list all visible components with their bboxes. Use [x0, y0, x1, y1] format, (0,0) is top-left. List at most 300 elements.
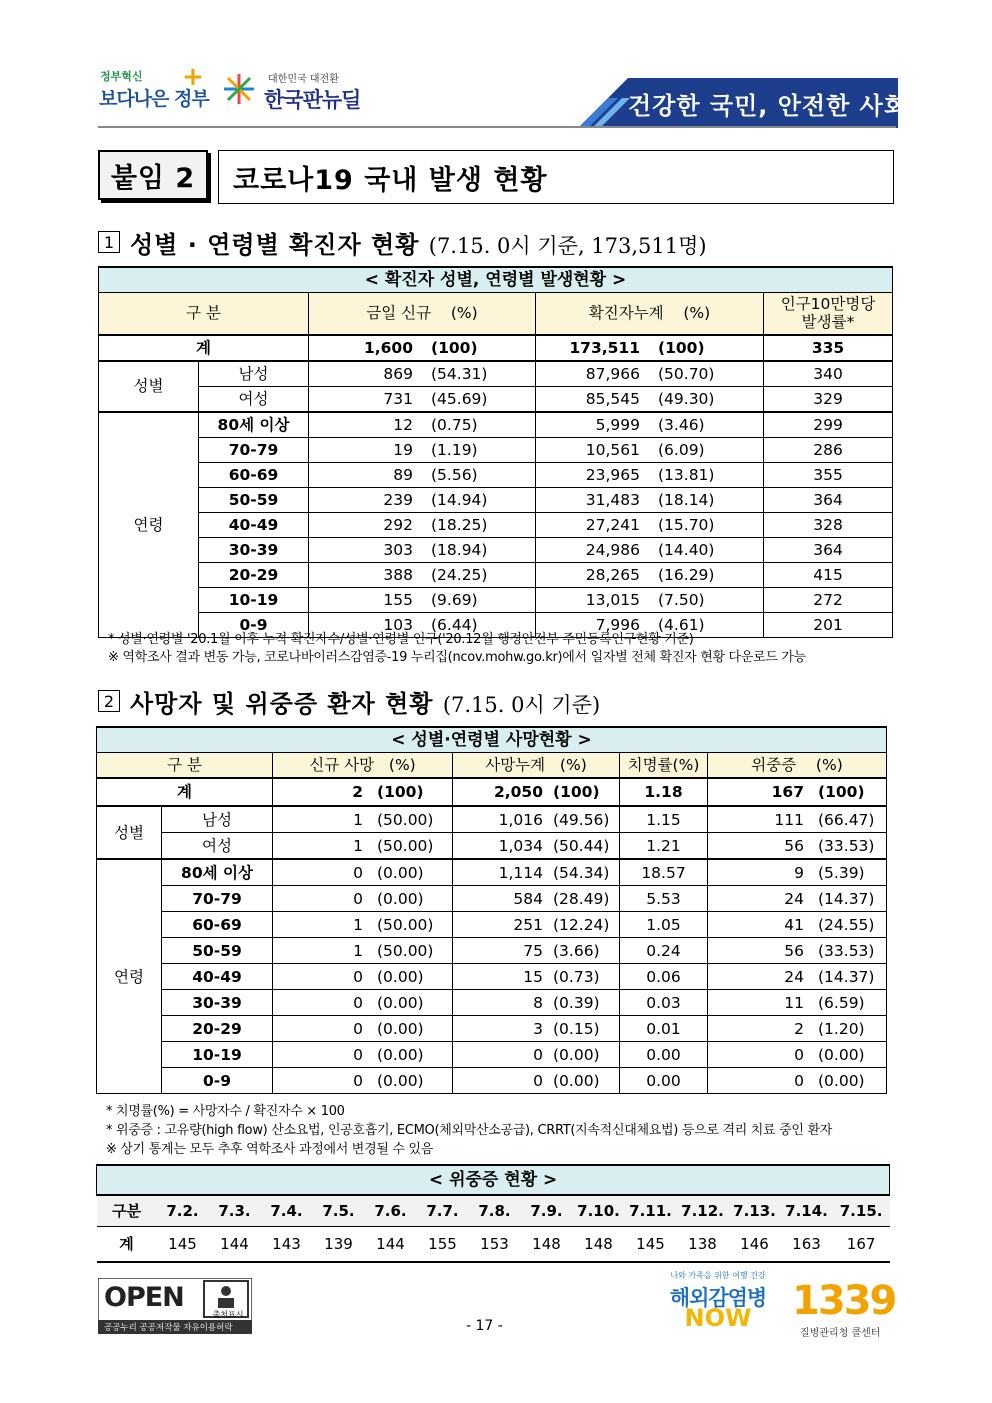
- table1-row-cum-value: 24,986: [585, 540, 640, 559]
- table2-row-cum-pct: (12.24): [553, 915, 610, 934]
- table1-row-cum: [536, 437, 764, 462]
- table1-row-new-value: 239: [383, 490, 413, 509]
- logo-new-deal: 한국판뉴딜: [264, 88, 361, 112]
- table3-value-cell: 139: [313, 1227, 365, 1263]
- table2-row-cfr: 0.01: [620, 1016, 708, 1042]
- table1-row-label: 80세 이상: [199, 412, 309, 438]
- deaths-table: [96, 726, 887, 1094]
- table-row: [99, 512, 893, 537]
- table2-row-sev-value: 111: [774, 810, 804, 829]
- table2-header-cum-pct: (%): [559, 756, 587, 774]
- table3-value-cell: 145: [625, 1227, 677, 1263]
- section1-note-1: * 성별·연령별 '20.1월 이후 누적 확진자수/성별·연령별 인구('20.12월 행정안전부 주민등록인구현황 기준): [108, 632, 694, 647]
- table2-row-new-value: 0: [353, 993, 363, 1012]
- table2-age-rows: [97, 859, 887, 1094]
- table2-row-new-value: 0: [353, 1071, 363, 1090]
- table3-row-label: 계: [97, 1227, 157, 1263]
- table2-total-new-value: 2: [352, 783, 363, 801]
- table2-total-sev-pct: (100): [818, 783, 865, 801]
- table2-row-cum-value: 1,034: [498, 836, 543, 855]
- table2-row-cfr: 0.06: [620, 964, 708, 990]
- table3-date-cell: 7.2.: [157, 1195, 209, 1227]
- table1-row-cum-pct: (49.30): [658, 389, 715, 408]
- table2-row-cum-pct: (49.56): [553, 810, 610, 829]
- table1-gender-rows: [99, 361, 893, 412]
- table2-gender-rows: [97, 806, 887, 859]
- table-row: [99, 587, 893, 612]
- table2-row-new-value: 0: [353, 889, 363, 908]
- table3-header-label: 구분: [97, 1195, 157, 1227]
- table1-header-rate-line2: 발생률*: [801, 313, 855, 332]
- table1-total-cum-value: 173,511: [569, 338, 640, 357]
- table1-row-new-pct: (45.69): [431, 389, 488, 408]
- table2-row-cum: [453, 806, 620, 833]
- table2-row-sev-value: 0: [794, 1071, 804, 1090]
- table1-row-new-pct: (5.56): [431, 465, 478, 484]
- table2-row-sev: [708, 886, 887, 912]
- table1-row-new: [309, 537, 536, 562]
- table1-row-new: [309, 462, 536, 487]
- table1-row-new-pct: (9.69): [431, 590, 478, 609]
- table1-row-rate: 272: [764, 587, 893, 612]
- table1-row-cum-value: 10,561: [585, 440, 640, 459]
- section2-number: 2: [98, 690, 120, 712]
- table1-row-label: 40-49: [199, 512, 309, 537]
- table1-row-cum-pct: (4.61): [658, 615, 705, 634]
- table2-row-new-pct: (50.00): [377, 810, 434, 829]
- table-row: [97, 1068, 887, 1094]
- table1-row-rate: 286: [764, 437, 893, 462]
- table2-row-sev-value: 56: [784, 836, 804, 855]
- table2-row-label: 70-79: [162, 886, 273, 912]
- table2-row-cum: [453, 912, 620, 938]
- table2-row-label: 0-9: [162, 1068, 273, 1094]
- attachment-tag: 붙임 2: [98, 150, 208, 200]
- table-row: [97, 806, 887, 833]
- table2-row-sev-pct: (66.47): [818, 810, 875, 829]
- table1-row-new: [309, 412, 536, 438]
- table1-row-cum-pct: (16.29): [658, 565, 715, 584]
- overseas-infection-tagline: 나와 가족을 위한 여행 건강: [670, 1271, 766, 1280]
- table2-row-cfr: 5.53: [620, 886, 708, 912]
- table1-row-new-value: 103: [383, 615, 413, 634]
- table2-row-cum: [453, 990, 620, 1016]
- table2-row-cum-pct: (28.49): [553, 889, 610, 908]
- table-row: [99, 487, 893, 512]
- table1-row-cum-value: 31,483: [585, 490, 640, 509]
- table2-header-sev-label: 위중증: [751, 756, 797, 774]
- table2-row-sev-pct: (0.00): [818, 1045, 865, 1064]
- table1-row-cum-value: 27,241: [585, 515, 640, 534]
- table2-row-cum-pct: (0.39): [553, 993, 600, 1012]
- table1-row-new-value: 12: [393, 415, 413, 434]
- table2-total-new-pct: (100): [377, 783, 424, 801]
- table2-row-cfr: 18.57: [620, 859, 708, 886]
- table2-row-new-value: 1: [353, 941, 363, 960]
- table-row: [97, 1016, 887, 1042]
- table2-row-sev-pct: (14.37): [818, 967, 875, 986]
- table2-row-new: [273, 886, 453, 912]
- table2-row-new: [273, 806, 453, 833]
- table1-row-cum-pct: (14.40): [658, 540, 715, 559]
- page-number: - 17 -: [466, 1318, 503, 1334]
- table2-row-sev: [708, 1016, 887, 1042]
- table1-row-cum-pct: (13.81): [658, 465, 715, 484]
- table2-row-new: [273, 964, 453, 990]
- table2-row-new-pct: (0.00): [377, 1045, 424, 1064]
- table2-header-cum: [453, 753, 620, 779]
- table2-row-sev-value: 24: [784, 889, 804, 908]
- table-row: [97, 964, 887, 990]
- table2-header-new-label: 신규 사망: [309, 756, 375, 774]
- table2-header-cfr: 치명률(%): [620, 753, 708, 779]
- table2-row-label: 남성: [162, 806, 273, 833]
- table3-value-cell: 148: [521, 1227, 573, 1263]
- table3-value-cell: 163: [781, 1227, 833, 1263]
- table2-row-new: [273, 1016, 453, 1042]
- table3-date-cell: 7.9.: [521, 1195, 573, 1227]
- table1-row-cum: [536, 587, 764, 612]
- table1-caption: < 확진자 성별, 연령별 발생현황 >: [99, 267, 893, 293]
- table2-row-cum-pct: (3.66): [553, 941, 600, 960]
- table3-value-cell: 144: [365, 1227, 417, 1263]
- table1-row-cum-pct: (18.14): [658, 490, 715, 509]
- table1-age-group-label: 연령: [99, 412, 199, 638]
- table3-date-cell: 7.6.: [365, 1195, 417, 1227]
- table1-total-cum: [536, 335, 764, 361]
- table1-row-cum-value: 28,265: [585, 565, 640, 584]
- table1-row-rate: 364: [764, 537, 893, 562]
- section2-subtitle: (7.15. 0시 기준): [442, 693, 601, 717]
- section2-heading: [130, 684, 600, 719]
- table1-total-new-value: 1,600: [363, 338, 413, 357]
- table2-row-cum-value: 0: [533, 1071, 543, 1090]
- section1-note-2: ※ 역학조사 결과 변동 가능, 코로나바이러스감염증-19 누리집(ncov.mohw.go.kr)에서 일자별 전체 확진자 현황 다운로드 가능: [108, 650, 806, 665]
- kogl-open-text: OPEN: [104, 1282, 184, 1313]
- table2-row-label: 30-39: [162, 990, 273, 1016]
- table2-row-cum-value: 584: [513, 889, 543, 908]
- table2-row-new: [273, 859, 453, 886]
- table3-date-cell: 7.15.: [833, 1195, 890, 1227]
- table-row: [99, 562, 893, 587]
- table3-date-cell: 7.3.: [209, 1195, 261, 1227]
- logo-gov-innovation: 보다나은 정부: [99, 88, 209, 110]
- table1-row-new-value: 303: [383, 540, 413, 559]
- page-title: 코로나19 국내 발생 현황: [218, 150, 894, 204]
- table-row: [97, 859, 887, 886]
- table2-row-cum: [453, 833, 620, 860]
- table2-row-cum-value: 0: [533, 1045, 543, 1064]
- table2-row-cum: [453, 1068, 620, 1094]
- table2-header-new-pct: (%): [388, 756, 416, 774]
- table2-row-sev-pct: (14.37): [818, 889, 875, 908]
- table2-row-new: [273, 990, 453, 1016]
- table2-row-sev: [708, 1068, 887, 1094]
- table2-row-new-value: 1: [353, 810, 363, 829]
- table2-row-cum-pct: (0.00): [553, 1071, 600, 1090]
- table1-row-cum-value: 13,015: [585, 590, 640, 609]
- table2-row-cum-pct: (0.00): [553, 1045, 600, 1064]
- table1-row-cum: [536, 512, 764, 537]
- table2-total-cum-value: 2,050: [493, 783, 543, 801]
- table1-header-cum: [536, 293, 764, 335]
- header-divider: [98, 126, 896, 128]
- table2-row-new-value: 0: [353, 967, 363, 986]
- table1-total-new: [309, 335, 536, 361]
- table-row: [97, 886, 887, 912]
- overseas-infection-now: NOW: [684, 1304, 752, 1332]
- table1-row-label: 20-29: [199, 562, 309, 587]
- table2-row-sev-value: 0: [794, 1045, 804, 1064]
- table2-row-sev-pct: (6.59): [818, 993, 865, 1012]
- table1-header-new: [309, 293, 536, 335]
- table2-header-sev: [708, 753, 887, 779]
- table2-row-sev-value: 2: [794, 1019, 804, 1038]
- table1-row-new: [309, 361, 536, 387]
- table3-date-cell: 7.11.: [625, 1195, 677, 1227]
- table2-row-cum-value: 251: [513, 915, 543, 934]
- table1-row-new: [309, 562, 536, 587]
- table2-row-cum-pct: (0.73): [553, 967, 600, 986]
- table2-row-new-value: 1: [353, 915, 363, 934]
- table2-total-label: 계: [97, 778, 273, 806]
- table2-row-new-pct: (0.00): [377, 889, 424, 908]
- table2-row-label: 40-49: [162, 964, 273, 990]
- table1-row-new-value: 731: [383, 389, 413, 408]
- table1-row-new-value: 869: [383, 364, 413, 383]
- slogan-text: 건강한 국민, 안전한 사회: [628, 92, 909, 120]
- table2-row-sev-value: 24: [784, 967, 804, 986]
- table1-row-rate: 201: [764, 612, 893, 637]
- table2-row-sev-pct: (0.00): [818, 1071, 865, 1090]
- table1-row-new-pct: (54.31): [431, 364, 488, 383]
- table2-row-cum-value: 75: [523, 941, 543, 960]
- table-row: [97, 990, 887, 1016]
- table2-row-sev-pct: (24.55): [818, 915, 875, 934]
- table1-row-cum: [536, 361, 764, 387]
- hotline-number: 1339: [792, 1278, 896, 1324]
- table2-total-sev: [708, 778, 887, 806]
- table1-row-rate: 355: [764, 462, 893, 487]
- table2-row-cfr: 1.21: [620, 833, 708, 860]
- table3-date-row: [97, 1195, 890, 1227]
- table1-row-label: 10-19: [199, 587, 309, 612]
- table-row: [99, 437, 893, 462]
- table2-row-new-pct: (50.00): [377, 915, 434, 934]
- table1-row-new-pct: (18.25): [431, 515, 488, 534]
- table1-total-rate: 335: [764, 335, 893, 361]
- table1-row-cum-pct: (6.09): [658, 440, 705, 459]
- table2-row-sev-value: 41: [784, 915, 804, 934]
- table1-row-new: [309, 386, 536, 412]
- table2-row-sev: [708, 964, 887, 990]
- table1-row-new-pct: (0.75): [431, 415, 478, 434]
- table2-row-sev: [708, 833, 887, 860]
- table3-value-row: [97, 1227, 890, 1263]
- table1-row-rate: 415: [764, 562, 893, 587]
- table1-row-label: 50-59: [199, 487, 309, 512]
- table2-row-sev-value: 56: [784, 941, 804, 960]
- table1-header-rate: [764, 293, 893, 335]
- new-deal-logo-icon: [222, 72, 256, 106]
- table2-row-cum-pct: (54.34): [553, 863, 610, 882]
- table1-row-label: 0-9: [199, 612, 309, 637]
- table2-row-new-pct: (0.00): [377, 993, 424, 1012]
- table2-total-sev-value: 167: [771, 783, 804, 801]
- table2-row-new: [273, 1068, 453, 1094]
- table1-total-cum-pct: (100): [658, 338, 705, 357]
- table2-header-new: [273, 753, 453, 779]
- table3-date-cell: 7.4.: [261, 1195, 313, 1227]
- table-row: [97, 912, 887, 938]
- table2-row-cfr: 0.00: [620, 1042, 708, 1068]
- table2-row-cum-value: 3: [533, 1019, 543, 1038]
- table1-row-cum: [536, 386, 764, 412]
- table2-row-sev: [708, 1042, 887, 1068]
- table2-row-new-pct: (0.00): [377, 863, 424, 882]
- table1-row-label: 70-79: [199, 437, 309, 462]
- table1-row-cum-value: 23,965: [585, 465, 640, 484]
- table2-row-sev-pct: (33.53): [818, 941, 875, 960]
- table1-row-new-pct: (14.94): [431, 490, 488, 509]
- table1-row-cum-pct: (15.70): [658, 515, 715, 534]
- confirmed-cases-table: [98, 266, 893, 638]
- table2-row-cum-value: 8: [533, 993, 543, 1012]
- table1-row-label: 30-39: [199, 537, 309, 562]
- table2-row-sev-pct: (33.53): [818, 836, 875, 855]
- table2-row-label: 60-69: [162, 912, 273, 938]
- section1-title: 성별 · 연령별 확진자 현황: [130, 231, 420, 259]
- table1-header-cum-pct: (%): [683, 304, 711, 323]
- section1-number: 1: [98, 231, 120, 253]
- table2-row-label: 50-59: [162, 938, 273, 964]
- table1-row-label: 남성: [199, 361, 309, 387]
- table2-row-cum: [453, 1042, 620, 1068]
- table2-row-sev-pct: (5.39): [818, 863, 865, 882]
- table2-row-new-value: 0: [353, 863, 363, 882]
- table2-row-sev: [708, 806, 887, 833]
- table1-gender-group-label: 성별: [99, 361, 199, 412]
- table2-row-new-value: 0: [353, 1045, 363, 1064]
- table2-total-cum-pct: (100): [553, 783, 600, 801]
- table2-row-new: [273, 938, 453, 964]
- table2-row-cum-value: 1,016: [498, 810, 543, 829]
- table1-row-rate: 328: [764, 512, 893, 537]
- table3-value-cell: 143: [261, 1227, 313, 1263]
- table2-row-sev-value: 9: [794, 863, 804, 882]
- table1-row-cum: [536, 412, 764, 438]
- table1-row-new-value: 155: [383, 590, 413, 609]
- table2-row-new-pct: (0.00): [377, 1019, 424, 1038]
- table2-row-new-value: 0: [353, 1019, 363, 1038]
- table1-row-new-pct: (18.94): [431, 540, 488, 559]
- table2-caption: < 성별·연령별 사망현황 >: [97, 727, 887, 753]
- table3-value-cell: 146: [729, 1227, 781, 1263]
- table1-row-new-pct: (1.19): [431, 440, 478, 459]
- table2-row-sev-value: 11: [784, 993, 804, 1012]
- table-row: [99, 412, 893, 438]
- table1-row-rate: 329: [764, 386, 893, 412]
- severe-cases-table: [96, 1164, 890, 1263]
- table1-total-new-pct: (100): [431, 338, 478, 357]
- table2-total-cfr: 1.18: [620, 778, 708, 806]
- table-row: [99, 462, 893, 487]
- table2-row-cfr: 0.00: [620, 1068, 708, 1094]
- table1-row-cum-value: 7,996: [595, 615, 640, 634]
- table2-row-label: 20-29: [162, 1016, 273, 1042]
- table3-date-cell: 7.10.: [573, 1195, 625, 1227]
- table1-row-cum-value: 87,966: [585, 364, 640, 383]
- table3-date-cell: 7.12.: [677, 1195, 729, 1227]
- table3-date-cell: 7.8.: [469, 1195, 521, 1227]
- table1-row-rate: 340: [764, 361, 893, 387]
- table2-row-cfr: 1.05: [620, 912, 708, 938]
- table3-date-cell: 7.14.: [781, 1195, 833, 1227]
- table2-row-new-value: 1: [353, 836, 363, 855]
- table-row: [97, 833, 887, 860]
- table-row: [97, 1042, 887, 1068]
- kogl-open-badge: 출처표시: [212, 1310, 244, 1319]
- table1-row-new: [309, 487, 536, 512]
- section2-note-2: * 위중증 : 고유량(high flow) 산소요법, 인공호흡기, ECMO(체외막산소공급), CRRT(지속적신대체요법) 등으로 격리 치료 중인 환자: [106, 1123, 833, 1138]
- table2-total-cum: [453, 778, 620, 806]
- table2-row-sev: [708, 912, 887, 938]
- table1-header-new-label: 금일 신규: [366, 304, 432, 323]
- logo-plus-icon: +: [182, 62, 204, 92]
- overseas-infection-title: 해외감염병: [669, 1286, 767, 1310]
- table3-value-cell: 155: [417, 1227, 469, 1263]
- table-row: [99, 537, 893, 562]
- table2-row-new-pct: (50.00): [377, 941, 434, 960]
- table1-row-cum-value: 5,999: [595, 415, 640, 434]
- table1-row-new-value: 292: [383, 515, 413, 534]
- table2-row-new: [273, 1042, 453, 1068]
- table3-date-cell: 7.7.: [417, 1195, 469, 1227]
- table2-row-new: [273, 833, 453, 860]
- table3-value-cell: 167: [833, 1227, 890, 1263]
- table2-row-cum: [453, 859, 620, 886]
- table1-row-new: [309, 512, 536, 537]
- table3-caption: < 위중증 현황 >: [97, 1165, 890, 1195]
- table1-row-cum: [536, 562, 764, 587]
- table3-value-cell: 148: [573, 1227, 625, 1263]
- table1-row-cum-pct: (3.46): [658, 415, 705, 434]
- table-row: [99, 386, 893, 412]
- table1-row-cum-pct: (7.50): [658, 590, 705, 609]
- section1-heading: [130, 225, 707, 260]
- kogl-open-caption: 공공누리 공공저작물 자유이용허락: [104, 1323, 233, 1333]
- table2-row-sev: [708, 990, 887, 1016]
- table2-header-category: 구 분: [97, 753, 273, 779]
- table1-row-new: [309, 437, 536, 462]
- table2-row-cum-pct: (50.44): [553, 836, 610, 855]
- table1-row-new-value: 388: [383, 565, 413, 584]
- table1-row-new-pct: (6.44): [431, 615, 478, 634]
- table1-row-cum: [536, 487, 764, 512]
- logo-new-deal-top: 대한민국 대전환: [268, 74, 339, 85]
- table1-row-label: 60-69: [199, 462, 309, 487]
- table1-row-cum: [536, 462, 764, 487]
- logo-gov-innovation-top: 정부혁신: [100, 70, 143, 83]
- table1-row-rate: 299: [764, 412, 893, 438]
- table2-row-cfr: 0.03: [620, 990, 708, 1016]
- table2-row-cum: [453, 1016, 620, 1042]
- table2-row-cum: [453, 938, 620, 964]
- table3-date-cell: 7.5.: [313, 1195, 365, 1227]
- table1-row-new-value: 89: [393, 465, 413, 484]
- table2-row-sev: [708, 938, 887, 964]
- table1-row-new-value: 19: [393, 440, 413, 459]
